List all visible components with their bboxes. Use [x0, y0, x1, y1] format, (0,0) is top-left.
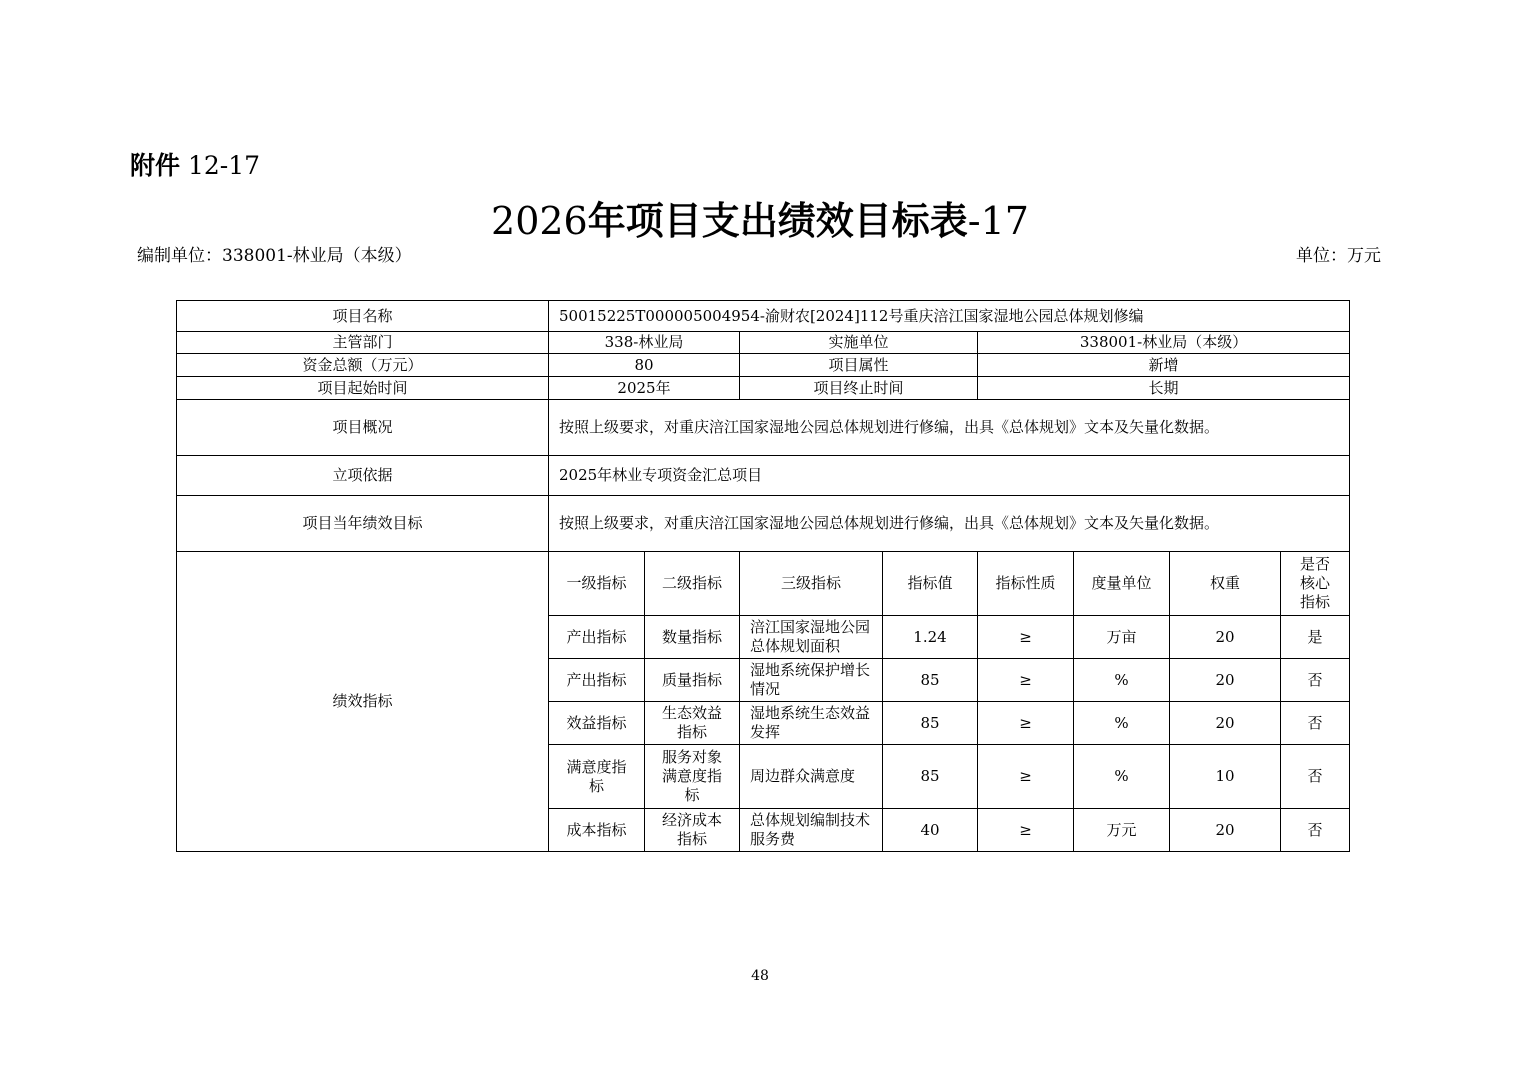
- indicator-nature: ≥: [978, 659, 1074, 702]
- indicator-header: 指标性质: [978, 552, 1074, 616]
- indicator-level3: 湿地系统保护增长情况: [740, 659, 883, 702]
- start-value: 2025年: [549, 377, 740, 400]
- page-title: 2026年项目支出绩效目标表-17: [491, 199, 1029, 243]
- row-dept: [177, 332, 1350, 354]
- dept-label: 主管部门: [177, 332, 549, 354]
- indicator-level3: 湿地系统生态效益发挥: [740, 702, 883, 745]
- end-value: 长期: [978, 377, 1350, 400]
- indicator-level1: 产出指标: [549, 659, 645, 702]
- indicator-nature: ≥: [978, 702, 1074, 745]
- funds-label: 资金总额（万元）: [177, 354, 549, 377]
- money-unit: 单位：万元: [1296, 246, 1381, 266]
- indicator-core: 是: [1281, 616, 1350, 659]
- row-basis: [177, 456, 1350, 496]
- basis-value: 2025年林业专项资金汇总项目: [549, 456, 1350, 496]
- indicator-level3: 周边群众满意度: [740, 745, 883, 809]
- indicator-level2: 服务对象满意度指标: [645, 745, 740, 809]
- goal-label: 项目当年绩效目标: [177, 496, 549, 552]
- row-overview: [177, 400, 1350, 456]
- start-label: 项目起始时间: [177, 377, 549, 400]
- indicator-header: 指标值: [883, 552, 978, 616]
- overview-value: 按照上级要求，对重庆涪江国家湿地公园总体规划进行修编，出具《总体规划》文本及矢量化数据。: [549, 400, 1350, 456]
- indicator-weight: 20: [1170, 616, 1281, 659]
- row-dates: [177, 377, 1350, 400]
- org-unit: 编制单位：338001-林业局（本级）: [137, 246, 412, 266]
- indicator-value: 85: [883, 745, 978, 809]
- indicator-unit: %: [1074, 702, 1170, 745]
- page-number: 48: [751, 968, 769, 984]
- indicator-value: 85: [883, 702, 978, 745]
- indicator-level2: 质量指标: [645, 659, 740, 702]
- attachment-label: 附件 12-17: [130, 151, 261, 180]
- indicator-value: 40: [883, 809, 978, 852]
- indicator-weight: 10: [1170, 745, 1281, 809]
- perf-label: 绩效指标: [177, 552, 549, 852]
- indicator-header: 度量单位: [1074, 552, 1170, 616]
- indicator-value: 1.24: [883, 616, 978, 659]
- basis-label: 立项依据: [177, 456, 549, 496]
- indicator-unit: %: [1074, 659, 1170, 702]
- indicator-level2: 经济成本指标: [645, 809, 740, 852]
- indicator-level3: 总体规划编制技术服务费: [740, 809, 883, 852]
- attr-label: 项目属性: [740, 354, 978, 377]
- project-name-label: 项目名称: [177, 301, 549, 332]
- indicator-level3: 涪江国家湿地公园总体规划面积: [740, 616, 883, 659]
- indicator-unit: %: [1074, 745, 1170, 809]
- indicator-level2: 数量指标: [645, 616, 740, 659]
- goal-value: 按照上级要求，对重庆涪江国家湿地公园总体规划进行修编，出具《总体规划》文本及矢量化数据。: [549, 496, 1350, 552]
- impl-value: 338001-林业局（本级）: [978, 332, 1350, 354]
- indicator-core: 否: [1281, 745, 1350, 809]
- indicator-header: 二级指标: [645, 552, 740, 616]
- row-funds: [177, 354, 1350, 377]
- indicator-level1: 成本指标: [549, 809, 645, 852]
- indicator-level1: 产出指标: [549, 616, 645, 659]
- funds-value: 80: [549, 354, 740, 377]
- indicator-weight: 20: [1170, 659, 1281, 702]
- row-project-name: [177, 301, 1350, 332]
- indicator-header-row: [177, 552, 1350, 616]
- overview-label: 项目概况: [177, 400, 549, 456]
- indicator-level2: 生态效益指标: [645, 702, 740, 745]
- indicator-unit: 万元: [1074, 809, 1170, 852]
- indicator-weight: 20: [1170, 809, 1281, 852]
- dept-value: 338-林业局: [549, 332, 740, 354]
- indicator-unit: 万亩: [1074, 616, 1170, 659]
- end-label: 项目终止时间: [740, 377, 978, 400]
- project-name-value: 50015225T000005004954-渝财农[2024]112号重庆涪江国家湿地公园总体规划修编: [549, 301, 1350, 332]
- indicator-header: 是否核心指标: [1281, 552, 1350, 616]
- attr-value: 新增: [978, 354, 1350, 377]
- impl-label: 实施单位: [740, 332, 978, 354]
- indicator-core: 否: [1281, 659, 1350, 702]
- indicator-value: 85: [883, 659, 978, 702]
- indicator-nature: ≥: [978, 616, 1074, 659]
- indicator-header: 三级指标: [740, 552, 883, 616]
- indicator-weight: 20: [1170, 702, 1281, 745]
- indicator-nature: ≥: [978, 745, 1074, 809]
- indicator-nature: ≥: [978, 809, 1074, 852]
- indicator-core: 否: [1281, 809, 1350, 852]
- performance-table: [176, 300, 1350, 852]
- indicator-core: 否: [1281, 702, 1350, 745]
- indicator-level1: 效益指标: [549, 702, 645, 745]
- indicator-header: 一级指标: [549, 552, 645, 616]
- indicator-header: 权重: [1170, 552, 1281, 616]
- row-goal: [177, 496, 1350, 552]
- indicator-level1: 满意度指标: [549, 745, 645, 809]
